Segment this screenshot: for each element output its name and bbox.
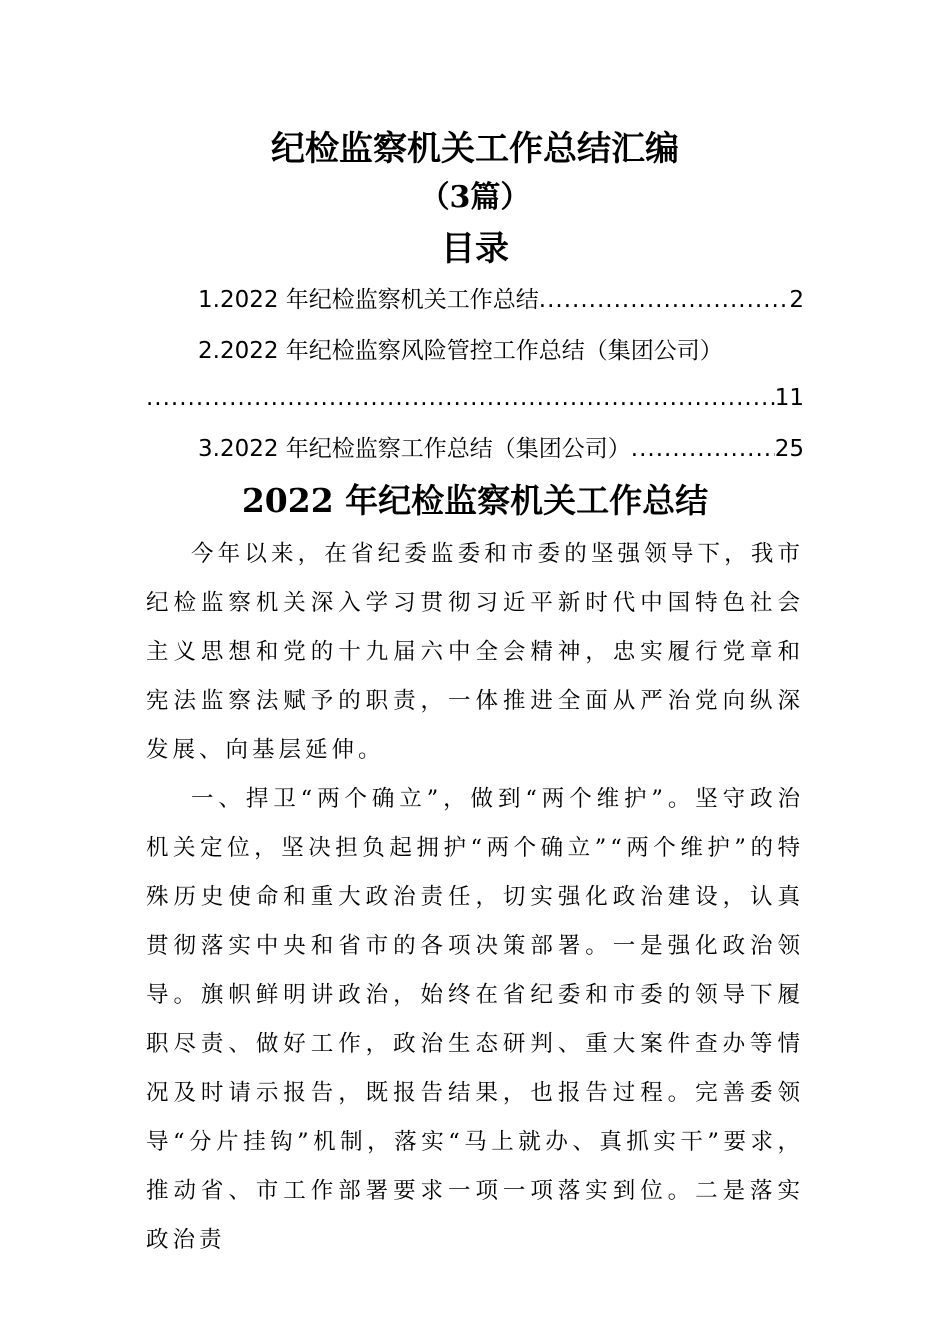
compilation-count: （3篇） bbox=[419, 180, 531, 215]
toc-entry-page: 2 bbox=[789, 287, 804, 313]
table-of-contents bbox=[0, 0, 950, 470]
body-paragraph: 一、捍卫“两个确立”，做到“两个维护”。坚守政治机关定位，坚决担负起拥护“两个确立”“两个维护”的特殊历史使命和重大政治责任，切实强化政治建设，认真贯彻落实中央和省市的各项决策部署。一是强化政治领导。旗帜鲜明讲政治，始终在省纪委和市委的领导下履职尽责、做好工作，政治生态研判、重大案件查办等情况及时请示报告，既报告结果，也报告过程。完善委领导“分片挂钩”机制，落实“马上就办、真抓实干”要求，推动省、市工作部署要求一项一项落实到位。二是落实政治责 bbox=[146, 786, 804, 1253]
toc-heading: 目录 bbox=[441, 229, 509, 269]
toc-leader-dots bbox=[631, 433, 775, 465]
toc-entry[interactable] bbox=[198, 284, 804, 316]
toc-leader-dots bbox=[539, 284, 790, 316]
toc-entry[interactable] bbox=[198, 335, 804, 367]
toc-entry-page: 25 bbox=[774, 436, 804, 462]
compilation-title: 纪检监察机关工作总结汇编 bbox=[271, 129, 679, 169]
toc-entry[interactable] bbox=[198, 433, 804, 465]
body-paragraph: 今年以来，在省纪委监委和市委的坚强领导下，我市纪检监察机关深入学习贯彻习近平新时代中国特色社会主义思想和党的十九届六中全会精神，忠实履行党章和宪法监察法赋予的职责，一体推进全面从严治党向纵深发展、向基层延伸。 bbox=[146, 541, 804, 763]
toc-entry-title: 1.2022 年纪检监察机关工作总结 bbox=[198, 287, 539, 313]
article-title: 2022 年纪检监察机关工作总结 bbox=[241, 481, 709, 520]
toc-leader-dots bbox=[146, 382, 775, 414]
article-body bbox=[146, 530, 804, 1265]
toc-entry-continuation[interactable] bbox=[146, 382, 804, 414]
toc-entry-page: 11 bbox=[774, 385, 804, 411]
toc-entry-title: 3.2022 年纪检监察工作总结（集团公司） bbox=[198, 436, 631, 462]
toc-entry-title: 2.2022 年纪检监察风险管控工作总结（集团公司） bbox=[198, 338, 723, 364]
